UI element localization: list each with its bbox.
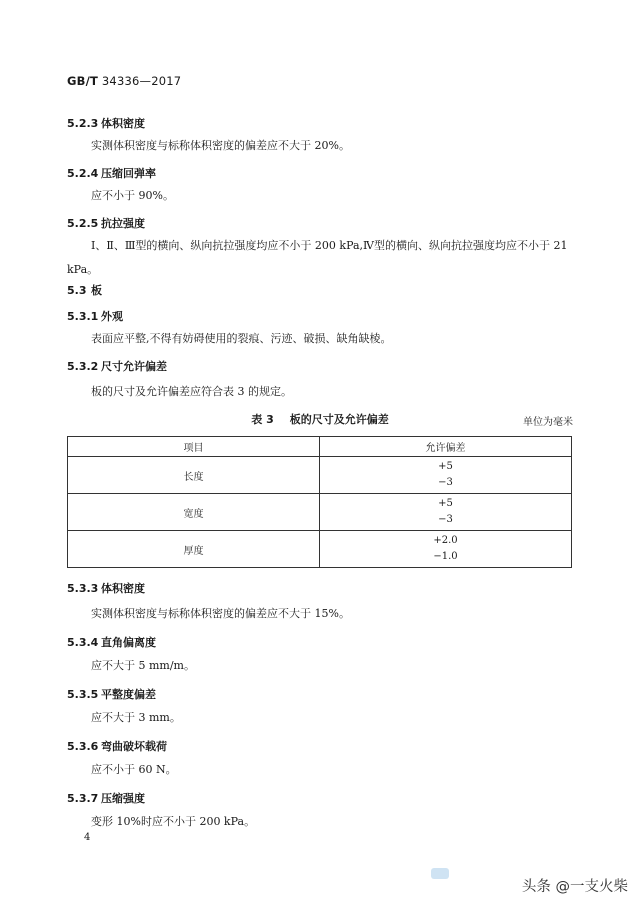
heading-5-2-3: [67, 115, 145, 131]
section-number: 5.2.4: [67, 167, 99, 180]
row-item: 宽度: [68, 494, 320, 531]
section-title: 弯曲破坏载荷: [101, 740, 167, 753]
section-number: 5.3.3: [67, 582, 99, 595]
paragraph-5-3-5: 应不大于 3 mm。: [91, 711, 181, 724]
table-row: [68, 531, 572, 568]
section-title: 平整度偏差: [101, 688, 156, 701]
heading-5-2-5: [67, 215, 145, 231]
heading-5-3-5: [67, 686, 156, 702]
section-title: 抗拉强度: [101, 217, 145, 230]
section-number: 5.3.5: [67, 688, 99, 701]
heading-5-3-4: [67, 634, 156, 650]
section-number: 5.3.4: [67, 636, 99, 649]
section-number: 5.3.2: [67, 360, 99, 373]
tolerance-table: [67, 436, 572, 568]
row-item: 厚度: [68, 531, 320, 568]
section-title: 压缩强度: [101, 792, 145, 805]
paragraph-5-3-7: 变形 10%时应不小于 200 kPa。: [91, 815, 256, 828]
table-unit: 单位为毫米: [523, 417, 573, 428]
row-item: 长度: [68, 457, 320, 494]
row-tolerance: [320, 494, 572, 531]
paragraph-5-2-3: 实测体积密度与标称体积密度的偏差应不大于 20%。: [91, 139, 350, 152]
lower-tolerance: −3: [438, 514, 453, 525]
row-tolerance: [320, 531, 572, 568]
document-header: [67, 74, 181, 88]
section-number: 5.3.6: [67, 740, 99, 753]
column-header-tolerance: 允许偏差: [320, 437, 572, 457]
section-title: 板: [91, 284, 102, 297]
heading-5-3: [67, 282, 102, 298]
section-number: 5.2.3: [67, 117, 99, 130]
paragraph-5-3-3: 实测体积密度与标称体积密度的偏差应不大于 15%。: [91, 607, 350, 620]
paragraph-5-3-4: 应不大于 5 mm/m。: [91, 659, 195, 672]
section-title: 体积密度: [101, 582, 145, 595]
table-header-row: [68, 437, 572, 457]
paragraph-5-3-2: 板的尺寸及允许偏差应符合表 3 的规定。: [91, 385, 292, 398]
section-title: 尺寸允许偏差: [101, 360, 167, 373]
cloud-icon: [431, 868, 449, 879]
watermark: 头条 @一支火柴: [521, 879, 628, 895]
paragraph-5-2-4: 应不小于 90%。: [91, 189, 174, 202]
column-header-item: 项目: [68, 437, 320, 457]
section-title: 直角偏离度: [101, 636, 156, 649]
section-title: 压缩回弹率: [101, 167, 156, 180]
page-number: 4: [84, 832, 91, 843]
heading-5-3-6: [67, 738, 167, 754]
paragraph-5-2-5: Ⅰ、Ⅱ、Ⅲ型的横向、纵向抗拉强度均应不小于 200 kPa,Ⅳ型的横向、纵向抗拉强度均应不小于 21 kPa。: [67, 239, 568, 276]
table-label: 表 3: [251, 413, 274, 426]
section-title: 外观: [101, 310, 123, 323]
paragraph-5-3-1: 表面应平整,不得有妨碍使用的裂痕、污迹、破损、缺角缺棱。: [91, 332, 392, 345]
table-row: [68, 494, 572, 531]
heading-5-3-1: [67, 308, 123, 324]
upper-tolerance: +2.0: [433, 535, 458, 546]
section-number: 5.3.1: [67, 310, 99, 323]
heading-5-3-3: [67, 580, 145, 596]
heading-5-3-7: [67, 790, 145, 806]
table-row: [68, 457, 572, 494]
lower-tolerance: −1.0: [433, 551, 458, 562]
section-number: 5.3.7: [67, 792, 99, 805]
row-tolerance: [320, 457, 572, 494]
table-title: 板的尺寸及允许偏差: [289, 413, 389, 426]
upper-tolerance: +5: [438, 461, 453, 472]
standard-prefix: GB/T: [67, 74, 99, 88]
lower-tolerance: −3: [438, 477, 453, 488]
section-title: 体积密度: [101, 117, 145, 130]
standard-number: 34336—2017: [98, 74, 182, 88]
heading-5-2-4: [67, 165, 156, 181]
heading-5-3-2: [67, 358, 167, 374]
paragraph-5-3-6: 应不小于 60 N。: [91, 763, 177, 776]
section-number: 5.2.5: [67, 217, 99, 230]
section-number: 5.3: [67, 284, 87, 297]
upper-tolerance: +5: [438, 498, 453, 509]
